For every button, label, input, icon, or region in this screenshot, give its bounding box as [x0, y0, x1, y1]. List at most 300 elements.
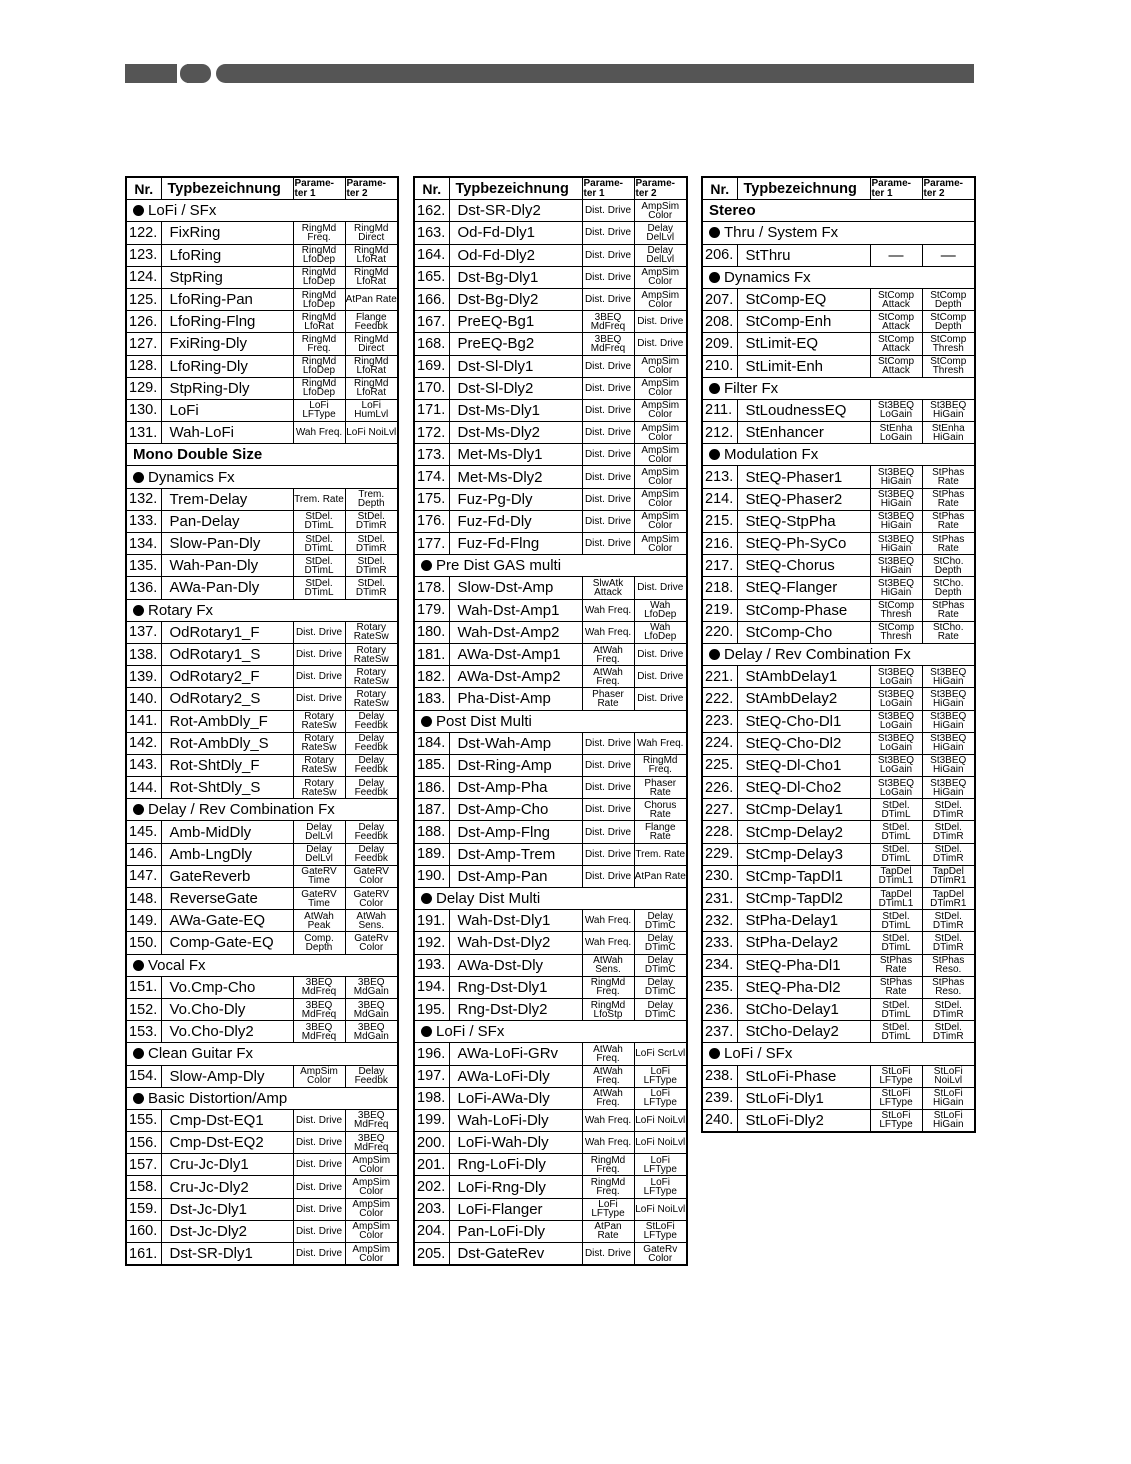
parameter-2: GateRv Color — [345, 932, 398, 954]
parameter-1: AtWah Freq. — [582, 1087, 634, 1109]
effect-number: 239. — [702, 1087, 737, 1109]
effect-number: 185. — [414, 754, 449, 776]
parameter-1: St3BEQ LoGain — [870, 688, 922, 710]
section-label: Mono Double Size — [133, 446, 263, 464]
effect-name: AWa-Dst-Amp1 — [449, 643, 582, 665]
effect-name: StEnhancer — [737, 422, 870, 444]
parameter-1: AtWah Sens. — [582, 954, 634, 976]
parameter-1: RingMd Freq. — [293, 222, 345, 244]
effect-name: AWa-Dst-Dly — [449, 954, 582, 976]
parameter-1: — — [870, 244, 922, 266]
parameter-1: 3BEQ MdFreq — [293, 998, 345, 1020]
parameter-1: Dist. Drive — [582, 799, 634, 821]
effect-number: 171. — [414, 399, 449, 421]
bullet-icon — [709, 1048, 720, 1059]
table-row — [414, 599, 687, 621]
parameter-2: StDel. DTimR — [922, 910, 975, 932]
parameter-2: StComp Depth — [922, 311, 975, 333]
table-row — [126, 754, 398, 776]
effect-name: Amb-MidDly — [161, 821, 293, 843]
parameter-1: Dist. Drive — [293, 1220, 345, 1242]
effect-name: StEQ-Phaser2 — [737, 488, 870, 510]
table-row — [126, 1021, 398, 1043]
effect-name: FxiRing-Dly — [161, 333, 293, 355]
effect-name: StAmbDelay1 — [737, 666, 870, 688]
parameter-2: StDel. DTimR — [345, 555, 398, 577]
parameter-2: GateRv Color — [634, 1243, 687, 1266]
effect-name: StCho-Delay2 — [737, 1021, 870, 1043]
effect-name: Wah-LoFi-Dly — [449, 1109, 582, 1131]
parameter-2: Trem. Rate — [634, 843, 687, 865]
table-row — [414, 466, 687, 488]
parameter-2: AtPan Rate — [634, 865, 687, 887]
effect-number: 223. — [702, 710, 737, 732]
table-row — [702, 910, 975, 932]
parameter-1: StPhas Rate — [870, 954, 922, 976]
table-row — [414, 688, 687, 710]
parameter-1: 3BEQ MdFreq — [582, 311, 634, 333]
table-row — [126, 488, 398, 510]
parameter-1: Dist. Drive — [582, 843, 634, 865]
section-header-row — [414, 555, 687, 577]
parameter-2: Trem. Depth — [345, 488, 398, 510]
table-row — [702, 688, 975, 710]
parameter-1: Dist. Drive — [293, 666, 345, 688]
section-header — [414, 555, 687, 577]
effect-name: Pan-Delay — [161, 510, 293, 532]
parameter-1: StLoFi LFType — [870, 1087, 922, 1109]
table-row — [126, 643, 398, 665]
effect-number: 152. — [126, 998, 161, 1020]
parameter-2: — — [922, 244, 975, 266]
effect-number: 214. — [702, 488, 737, 510]
parameter-2: Rotary RateSw — [345, 621, 398, 643]
table-row — [126, 1243, 398, 1266]
effect-number: 156. — [126, 1132, 161, 1154]
effect-name: ReverseGate — [161, 888, 293, 910]
section-header — [702, 377, 975, 399]
parameter-2: StLoFi HiGain — [922, 1087, 975, 1109]
effect-number: 146. — [126, 843, 161, 865]
effect-name: AWa-Dst-Amp2 — [449, 666, 582, 688]
effect-number: 229. — [702, 843, 737, 865]
parameter-2: Dist. Drive — [634, 643, 687, 665]
table-row — [126, 1176, 398, 1198]
parameter-1: Delay DelLvl — [293, 821, 345, 843]
effect-name: StLoFi-Phase — [737, 1065, 870, 1087]
parameter-2: Dist. Drive — [634, 577, 687, 599]
effect-number: 142. — [126, 732, 161, 754]
parameter-2: AmpSim Color — [634, 533, 687, 555]
effect-number: 234. — [702, 954, 737, 976]
parameter-2: AmpSim Color — [634, 288, 687, 310]
parameter-2: Rotary RateSw — [345, 688, 398, 710]
parameter-2: Rotary RateSw — [345, 643, 398, 665]
section-header-row — [702, 377, 975, 399]
parameter-2: AtPan Rate — [345, 288, 398, 310]
parameter-1: GateRV Time — [293, 888, 345, 910]
table-row — [126, 422, 398, 444]
bullet-icon — [421, 560, 432, 571]
parameter-2: StDel. DTimR — [922, 998, 975, 1020]
effect-name: Dst-SR-Dly2 — [449, 200, 582, 222]
effect-number: 209. — [702, 333, 737, 355]
effect-number: 225. — [702, 754, 737, 776]
effect-name: Dst-Sl-Dly1 — [449, 355, 582, 377]
table-row — [414, 1154, 687, 1176]
parameter-1: Dist. Drive — [293, 1243, 345, 1266]
table-row — [702, 777, 975, 799]
table-row — [126, 976, 398, 998]
effect-number: 179. — [414, 599, 449, 621]
effect-number: 160. — [126, 1220, 161, 1242]
parameter-1: Dist. Drive — [582, 533, 634, 555]
table-row — [126, 222, 398, 244]
parameter-2: RingMd LfoRat — [345, 244, 398, 266]
effect-number: 180. — [414, 621, 449, 643]
effect-number: 235. — [702, 976, 737, 998]
table-row — [414, 777, 687, 799]
parameter-2: AmpSim Color — [634, 444, 687, 466]
effect-name: Cmp-Dst-EQ2 — [161, 1132, 293, 1154]
parameter-1: RingMd Freq. — [582, 976, 634, 998]
section-header — [702, 222, 975, 244]
parameter-2: LoFi NoiLvl — [634, 1109, 687, 1131]
effect-name: AWa-Gate-EQ — [161, 910, 293, 932]
effect-number: 188. — [414, 821, 449, 843]
bullet-icon — [133, 960, 144, 971]
table-row — [126, 821, 398, 843]
parameter-2: StPhas Rate — [922, 488, 975, 510]
table-row — [414, 200, 687, 222]
parameter-1: Dist. Drive — [293, 688, 345, 710]
effect-name: LfoRing-Flng — [161, 311, 293, 333]
effect-number: 158. — [126, 1176, 161, 1198]
table-row — [126, 510, 398, 532]
effect-name: Dst-Ring-Amp — [449, 754, 582, 776]
table-row — [702, 533, 975, 555]
parameter-2: StLoFi HiGain — [922, 1109, 975, 1132]
effect-number: 164. — [414, 244, 449, 266]
effect-number: 131. — [126, 422, 161, 444]
table-row — [126, 777, 398, 799]
effect-name: Rng-Dst-Dly1 — [449, 976, 582, 998]
effect-name: LoFi-Flanger — [449, 1198, 582, 1220]
parameter-2: GateRV Color — [345, 888, 398, 910]
parameter-1: Dist. Drive — [293, 621, 345, 643]
section-label: Dynamics Fx — [148, 468, 235, 486]
bullet-icon — [709, 449, 720, 460]
parameter-1: StDel. DTimL — [870, 1021, 922, 1043]
table-row — [126, 732, 398, 754]
section-header — [126, 1043, 398, 1065]
table-row — [702, 888, 975, 910]
table-row — [702, 998, 975, 1020]
section-header — [126, 1087, 398, 1109]
effect-number: 236. — [702, 998, 737, 1020]
parameter-1: Dist. Drive — [293, 1109, 345, 1131]
table-row — [414, 865, 687, 887]
parameter-1: StDel. DTimL — [293, 577, 345, 599]
effect-name: Cru-Jc-Dly2 — [161, 1176, 293, 1198]
effect-number: 231. — [702, 888, 737, 910]
effect-name: StEQ-Phaser1 — [737, 466, 870, 488]
section-header — [702, 200, 975, 222]
table-row — [414, 1220, 687, 1242]
effect-name: FixRing — [161, 222, 293, 244]
effect-name: Slow-Amp-Dly — [161, 1065, 293, 1087]
parameter-1: Dist. Drive — [582, 399, 634, 421]
parameter-1: St3BEQ HiGain — [870, 533, 922, 555]
section-header-row — [702, 222, 975, 244]
effect-number: 178. — [414, 577, 449, 599]
parameter-2: Delay Feedbk — [345, 1065, 398, 1087]
parameter-1: Dist. Drive — [582, 288, 634, 310]
table-row — [414, 799, 687, 821]
parameter-1: Wah Freq. — [582, 1132, 634, 1154]
effect-number: 183. — [414, 688, 449, 710]
table-row — [126, 399, 398, 421]
effect-number: 165. — [414, 266, 449, 288]
parameter-1: StDel. DTimL — [293, 533, 345, 555]
parameter-2: StDel. DTimR — [922, 1021, 975, 1043]
parameter-1: Trem. Rate — [293, 488, 345, 510]
effect-name: StLoFi-Dly2 — [737, 1109, 870, 1132]
parameter-1: StComp Thresh — [870, 599, 922, 621]
parameter-2: LoFi LFType — [634, 1176, 687, 1198]
effect-number: 145. — [126, 821, 161, 843]
parameter-1: Dist. Drive — [293, 643, 345, 665]
parameter-1: AtWah Peak — [293, 910, 345, 932]
table-row — [126, 1132, 398, 1154]
parameter-2: AmpSim Color — [634, 200, 687, 222]
effect-number: 139. — [126, 666, 161, 688]
header-bar-segment — [187, 64, 211, 83]
effect-name: Amb-LngDly — [161, 843, 293, 865]
table-row — [414, 266, 687, 288]
parameter-2: LoFi NoiLvl — [345, 422, 398, 444]
effect-number: 168. — [414, 333, 449, 355]
parameter-2: Delay DTimC — [634, 910, 687, 932]
parameter-2: St3BEQ HiGain — [922, 732, 975, 754]
table-row — [414, 533, 687, 555]
parameter-1: RingMd LfoStp — [582, 998, 634, 1020]
effect-name: Wah-Dst-Amp2 — [449, 621, 582, 643]
table-row — [414, 422, 687, 444]
table-row — [414, 288, 687, 310]
table-row — [702, 843, 975, 865]
effect-number: 191. — [414, 910, 449, 932]
effect-name: Wah-Dst-Dly2 — [449, 932, 582, 954]
parameter-1: RingMd Freq. — [582, 1176, 634, 1198]
parameter-1: St3BEQ HiGain — [870, 466, 922, 488]
table-row — [126, 998, 398, 1020]
bullet-icon — [133, 804, 144, 815]
table-row — [414, 355, 687, 377]
effect-name: StEQ-Pha-Dl1 — [737, 954, 870, 976]
table-row — [126, 311, 398, 333]
effect-number: 212. — [702, 422, 737, 444]
parameter-1: St3BEQ LoGain — [870, 710, 922, 732]
parameter-2: StCho. Depth — [922, 577, 975, 599]
parameter-2: AmpSim Color — [345, 1220, 398, 1242]
parameter-2: StLoFi NoiLvl — [922, 1065, 975, 1087]
parameter-2: LoFi NoiLvl — [634, 1132, 687, 1154]
effect-name: Rot-ShtDly_S — [161, 777, 293, 799]
parameter-1: RingMd LfoDep — [293, 266, 345, 288]
parameter-2: 3BEQ MdFreq — [345, 1132, 398, 1154]
table-row — [126, 1109, 398, 1131]
effect-number: 127. — [126, 333, 161, 355]
effect-name: StComp-EQ — [737, 288, 870, 310]
parameter-1: Delay DelLvl — [293, 843, 345, 865]
parameter-2: St3BEQ HiGain — [922, 754, 975, 776]
effect-number: 123. — [126, 244, 161, 266]
effect-name: GateReverb — [161, 865, 293, 887]
parameter-1: StDel. DTimL — [870, 932, 922, 954]
parameter-2: LoFi NoiLvl — [634, 1198, 687, 1220]
effect-number: 201. — [414, 1154, 449, 1176]
section-label: Clean Guitar Fx — [148, 1045, 254, 1063]
table-row — [702, 1109, 975, 1132]
table-row — [126, 333, 398, 355]
effect-name: AWa-Pan-Dly — [161, 577, 293, 599]
effect-name: StEQ-Dl-Cho2 — [737, 777, 870, 799]
table-row — [414, 577, 687, 599]
bullet-icon — [709, 649, 720, 660]
parameter-1: RingMd LfoDep — [293, 288, 345, 310]
effect-name: StPha-Delay2 — [737, 932, 870, 954]
parameter-1: Dist. Drive — [582, 200, 634, 222]
section-header — [414, 710, 687, 732]
effect-number: 176. — [414, 510, 449, 532]
effect-name: Wah-Dst-Amp1 — [449, 599, 582, 621]
effect-name: StEQ-Cho-Dl2 — [737, 732, 870, 754]
bullet-icon — [133, 1048, 144, 1059]
parameter-2: Flange Feedbk — [345, 311, 398, 333]
table-row — [702, 466, 975, 488]
effect-name: Dst-Amp-Flng — [449, 821, 582, 843]
parameter-2: 3BEQ MdFreq — [345, 1109, 398, 1131]
section-header — [126, 954, 398, 976]
table-row — [414, 821, 687, 843]
table-row — [414, 621, 687, 643]
effect-name: OdRotary2_S — [161, 688, 293, 710]
parameter-2: StPhas Rate — [922, 599, 975, 621]
parameter-2: StDel. DTimR — [922, 821, 975, 843]
parameter-1: 3BEQ MdFreq — [582, 333, 634, 355]
parameter-2: Delay Feedbk — [345, 843, 398, 865]
effect-name: Od-Fd-Dly2 — [449, 244, 582, 266]
table-row — [414, 998, 687, 1020]
effect-number: 147. — [126, 865, 161, 887]
parameter-1: Dist. Drive — [582, 488, 634, 510]
effect-number: 237. — [702, 1021, 737, 1043]
effect-name: Wah-Dst-Dly1 — [449, 910, 582, 932]
parameter-2: StLoFi LFType — [634, 1220, 687, 1242]
parameter-2: LoFi LFType — [634, 1154, 687, 1176]
table-row — [702, 399, 975, 421]
effect-name: OdRotary2_F — [161, 666, 293, 688]
effect-number: 126. — [126, 311, 161, 333]
parameter-1: StComp Thresh — [870, 621, 922, 643]
effect-name: PreEQ-Bg1 — [449, 311, 582, 333]
table-row — [126, 1154, 398, 1176]
section-header — [414, 1021, 687, 1043]
effect-name: StLimit-Enh — [737, 355, 870, 377]
parameter-1: AtWah Freq. — [582, 666, 634, 688]
bullet-icon — [421, 1026, 432, 1037]
table-row — [126, 1065, 398, 1087]
table-row — [126, 244, 398, 266]
effect-name: Vo.Cho-Dly2 — [161, 1021, 293, 1043]
effect-name: Trem-Delay — [161, 488, 293, 510]
effect-name: Met-Ms-Dly2 — [449, 466, 582, 488]
effect-number: 218. — [702, 577, 737, 599]
parameter-2: St3BEQ HiGain — [922, 666, 975, 688]
effect-number: 208. — [702, 311, 737, 333]
bullet-icon — [133, 1093, 144, 1104]
section-label: Pre Dist GAS multi — [436, 557, 562, 575]
effect-number: 192. — [414, 932, 449, 954]
effect-table-3 — [701, 176, 976, 1133]
table-row — [414, 1087, 687, 1109]
parameter-1: Dist. Drive — [293, 1198, 345, 1220]
parameter-2: St3BEQ HiGain — [922, 399, 975, 421]
table-row — [414, 311, 687, 333]
effect-name: Dst-Amp-Trem — [449, 843, 582, 865]
effect-number: 194. — [414, 976, 449, 998]
parameter-2: Delay Feedbk — [345, 821, 398, 843]
parameter-1: St3BEQ LoGain — [870, 754, 922, 776]
parameter-2: AmpSim Color — [634, 399, 687, 421]
table-row — [702, 311, 975, 333]
effect-name: Dst-SR-Dly1 — [161, 1243, 293, 1266]
section-label: Delay Dist Multi — [436, 890, 541, 908]
parameter-1: St3BEQ LoGain — [870, 666, 922, 688]
effect-number: 226. — [702, 777, 737, 799]
effect-table-1 — [125, 176, 399, 1266]
table-row — [702, 488, 975, 510]
table-row — [702, 710, 975, 732]
effect-name: Vo.Cmp-Cho — [161, 976, 293, 998]
parameter-1: Wah Freq. — [582, 932, 634, 954]
parameter-1: StDel. DTimL — [870, 821, 922, 843]
table-row — [414, 1198, 687, 1220]
parameter-2: Wah LfoDep — [634, 621, 687, 643]
effect-name: Dst-Ms-Dly2 — [449, 422, 582, 444]
table-row — [414, 1065, 687, 1087]
parameter-1: Dist. Drive — [582, 777, 634, 799]
effect-number: 199. — [414, 1109, 449, 1131]
effect-number: 153. — [126, 1021, 161, 1043]
effect-number: 238. — [702, 1065, 737, 1087]
effect-name: Dst-Wah-Amp — [449, 732, 582, 754]
effect-number: 224. — [702, 732, 737, 754]
table-row — [414, 1043, 687, 1065]
section-label: LoFi / SFx — [436, 1023, 505, 1041]
effect-name: StpRing-Dly — [161, 377, 293, 399]
table-row — [414, 488, 687, 510]
table-row — [126, 843, 398, 865]
table-row — [414, 1132, 687, 1154]
effect-number: 141. — [126, 710, 161, 732]
effect-name: Wah-Pan-Dly — [161, 555, 293, 577]
effect-number: 150. — [126, 932, 161, 954]
table-row — [702, 288, 975, 310]
parameter-1: Wah Freq. — [582, 1109, 634, 1131]
effect-name: Rot-ShtDly_F — [161, 754, 293, 776]
